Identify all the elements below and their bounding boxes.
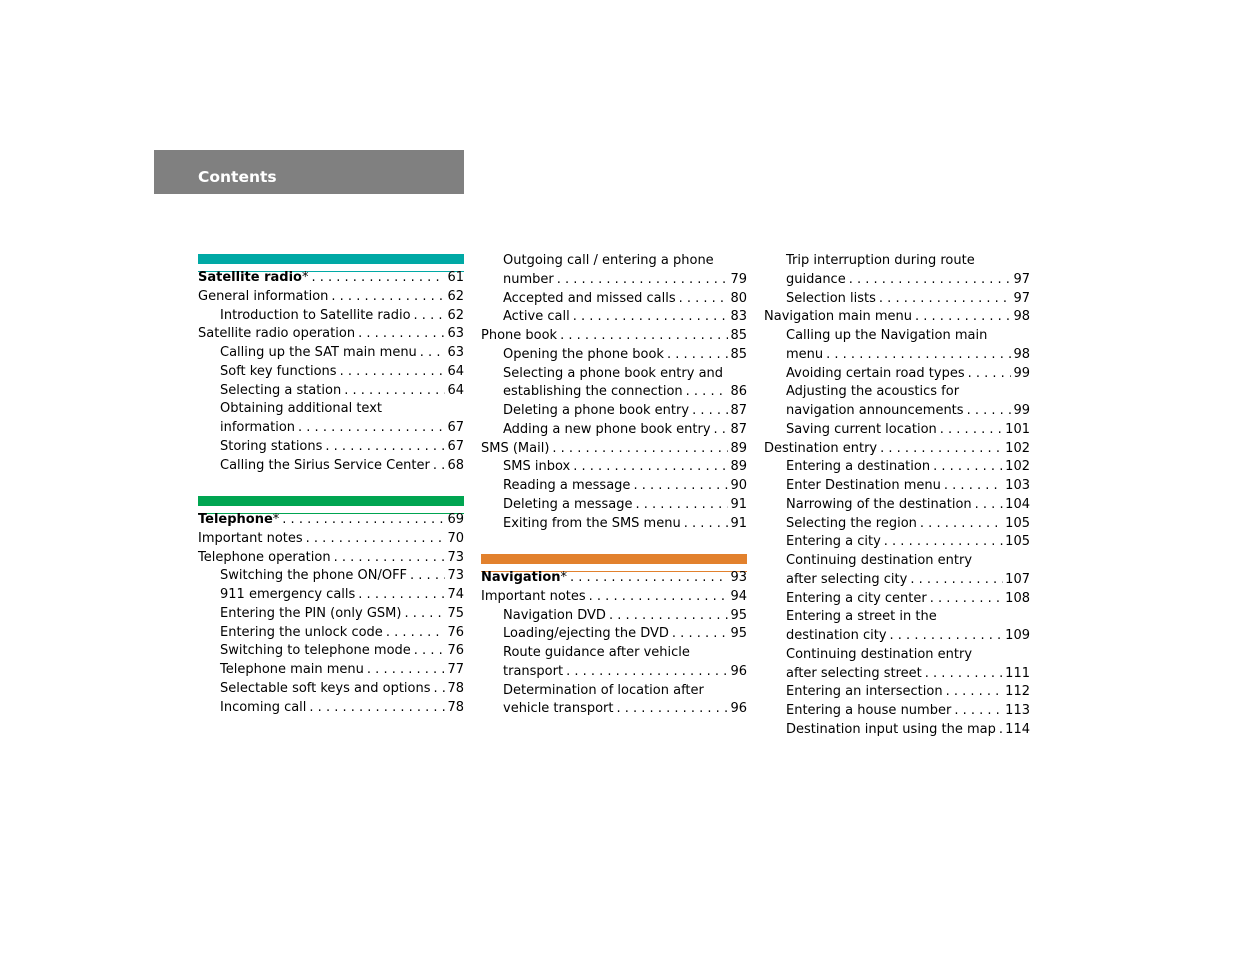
toc-entry-page: 85 <box>730 328 747 343</box>
toc-entry-title: Soft key functions <box>220 363 337 379</box>
dot-leader <box>401 604 445 623</box>
dot-leader <box>632 495 728 514</box>
toc-entry-title: Selecting the region <box>786 515 917 531</box>
toc-entry-title: Continuing destination entry <box>786 646 973 662</box>
toc-entry[interactable] <box>198 418 464 437</box>
dot-leader <box>951 701 1003 720</box>
toc-entry[interactable] <box>198 548 464 567</box>
toc-entry-page: 112 <box>1005 684 1030 700</box>
toc-entry-title: Accepted and missed calls <box>503 290 676 306</box>
toc-entry-page: 103 <box>1005 478 1030 493</box>
toc-entry-page: 83 <box>730 309 747 325</box>
toc-entry-page: 76 <box>447 624 464 640</box>
toc-entry-title: navigation announcements <box>786 403 964 418</box>
toc-entry-page: 111 <box>1005 665 1030 681</box>
toc-entry[interactable] <box>198 585 464 604</box>
toc-entry-page: 102 <box>1005 440 1030 456</box>
toc-entry-title: Determination of location after <box>503 682 704 698</box>
toc-entry[interactable] <box>198 287 464 306</box>
dot-leader <box>570 457 728 476</box>
toc-entry-title: Entering an intersection <box>786 684 943 700</box>
dot-leader <box>570 307 729 326</box>
toc-entry[interactable] <box>481 326 747 345</box>
toc-entry-title: Active call <box>503 309 570 325</box>
toc-entry[interactable] <box>764 626 1030 645</box>
toc-entry-page: 64 <box>447 382 464 398</box>
toc-entry-page: 90 <box>730 478 747 493</box>
toc-entry[interactable] <box>764 251 1030 270</box>
toc-entry-title: Destination entry <box>764 440 878 456</box>
toc-entry-page: 89 <box>730 459 747 475</box>
toc-entry-title: Telephone main menu <box>220 662 364 677</box>
toc-entry-page: 78 <box>447 699 464 715</box>
toc-entry-title: Navigation main menu <box>764 309 913 325</box>
toc-entry-title: transport <box>503 663 564 679</box>
dot-leader <box>328 287 445 306</box>
toc-entry[interactable] <box>198 529 464 548</box>
toc-entry-page: 64 <box>447 363 464 379</box>
telephone-section-bar <box>198 496 464 506</box>
toc-entry-title: Obtaining additional text <box>220 401 382 417</box>
navigation-section-bar <box>481 554 747 564</box>
toc-entry[interactable] <box>481 699 747 718</box>
dot-leader <box>364 660 446 679</box>
toc-entry[interactable] <box>764 720 1030 739</box>
toc-entry-title: information <box>220 420 296 435</box>
toc-entry-title: General information <box>198 288 329 304</box>
dot-leader <box>975 251 1030 270</box>
toc-entry[interactable] <box>198 604 464 623</box>
dot-leader <box>887 626 1004 645</box>
dot-leader <box>943 682 1004 701</box>
dot-leader <box>341 381 445 400</box>
toc-entry-page: 96 <box>730 701 747 717</box>
toc-entry[interactable] <box>764 495 1030 514</box>
dot-leader <box>917 514 1003 533</box>
toc-entry-title: Enter Destination menu <box>786 478 941 493</box>
toc-entry[interactable] <box>764 289 1030 308</box>
toc-entry[interactable] <box>764 645 1030 664</box>
toc-entry-page: 67 <box>447 438 464 454</box>
toc-entry-title: Navigation <box>481 570 561 585</box>
toc-entry[interactable] <box>198 362 464 381</box>
toc-entry-page: 91 <box>730 496 747 512</box>
dot-leader <box>567 568 728 587</box>
toc-entry-page: 73 <box>447 549 464 565</box>
toc-entry-title: Selectable soft keys and options <box>220 680 431 696</box>
toc-entry[interactable] <box>198 456 464 475</box>
toc-entry-title: Entering a street in the <box>786 609 937 625</box>
toc-entry-page: 79 <box>730 271 747 287</box>
toc-entry-title: Entering a city <box>786 534 881 550</box>
dot-leader <box>322 437 445 456</box>
dot-leader <box>308 268 445 287</box>
toc-entry[interactable] <box>198 381 464 400</box>
satellite-section-bar <box>198 254 464 264</box>
page-title: Contents <box>198 168 277 186</box>
dot-leader <box>689 401 728 420</box>
dot-leader <box>922 664 1003 683</box>
toc-entry-page: 86 <box>730 384 747 400</box>
toc-entry-title: Introduction to Satellite radio <box>220 307 411 323</box>
dot-leader <box>877 439 1003 458</box>
toc-entry-title: SMS inbox <box>503 459 571 475</box>
dot-leader <box>337 362 446 381</box>
toc-entry-title: Telephone operation <box>198 549 331 565</box>
toc-entry-title: Satellite radio <box>198 270 302 285</box>
toc-entry[interactable] <box>198 437 464 456</box>
toc-entry-title: Navigation DVD <box>503 607 606 623</box>
toc-entry-page: 68 <box>447 457 464 473</box>
toc-entry-title: Opening the phone book <box>503 346 664 362</box>
toc-entry[interactable] <box>764 607 1030 626</box>
toc-entry[interactable] <box>198 399 464 418</box>
dot-leader <box>606 606 729 625</box>
toc-entry-page: 95 <box>730 626 747 642</box>
toc-entry[interactable] <box>764 382 1030 401</box>
toc-entry-title: Adding a new phone book entry <box>503 421 711 437</box>
toc-entry[interactable] <box>764 270 1030 289</box>
toc-entry-title: Phone book <box>481 328 558 343</box>
toc-entry-title: Avoiding certain road types <box>786 365 965 381</box>
toc-entry[interactable] <box>764 570 1030 589</box>
toc-entry-page: 99 <box>1013 365 1030 381</box>
toc-entry-title: Narrowing of the destination <box>786 496 972 512</box>
toc-entry-title: Selecting a station <box>220 382 342 398</box>
toc-entry-page: 99 <box>1013 403 1030 418</box>
toc-entry[interactable] <box>764 532 1030 551</box>
toc-entry-title: Saving current location <box>786 421 937 437</box>
dot-leader <box>876 289 1012 308</box>
dot-leader <box>907 570 1003 589</box>
toc-entry-page: 61 <box>447 270 464 285</box>
dot-leader <box>965 364 1012 383</box>
toc-entry[interactable] <box>198 510 464 529</box>
toc-entry[interactable] <box>198 679 464 698</box>
toc-entry-page: 87 <box>730 421 747 437</box>
toc-entry[interactable] <box>481 364 747 383</box>
dot-leader <box>927 589 1003 608</box>
toc-entry[interactable] <box>481 643 747 662</box>
toc-entry-page: 97 <box>1013 290 1030 306</box>
toc-entry-page: 102 <box>1005 459 1030 475</box>
optional-equipment-asterisk: * <box>301 270 309 285</box>
dot-leader <box>941 476 1003 495</box>
toc-entry-page: 101 <box>1005 421 1030 437</box>
toc-entry-title: Calling up the Navigation main <box>786 328 988 343</box>
toc-entry-title: Outgoing call / entering a phone <box>503 253 714 268</box>
toc-entry-title: Incoming call <box>220 699 307 715</box>
toc-entry-title: after selecting city <box>786 571 908 587</box>
toc-entry-page: 67 <box>447 420 464 435</box>
toc-entry-title: Entering the PIN (only GSM) <box>220 605 402 621</box>
toc-entry[interactable] <box>764 514 1030 533</box>
dot-leader <box>846 270 1012 289</box>
toc-entry-title: Telephone <box>198 512 273 527</box>
toc-entry-page: 91 <box>730 515 747 531</box>
toc-entry[interactable] <box>764 476 1030 495</box>
toc-entry-page: 105 <box>1005 515 1030 531</box>
toc-entry-title: guidance <box>786 271 846 287</box>
toc-entry-page: 107 <box>1005 571 1030 587</box>
toc-entry-title: Reading a message <box>503 478 631 493</box>
dot-leader <box>431 679 446 698</box>
dot-leader <box>664 345 729 364</box>
dot-leader <box>295 418 445 437</box>
dot-leader <box>355 585 445 604</box>
toc-entry[interactable] <box>481 401 747 420</box>
dot-leader <box>430 456 446 475</box>
toc-entry[interactable] <box>764 682 1030 701</box>
toc-entry-title: after selecting street <box>786 665 922 681</box>
toc-entry-page: 74 <box>447 587 464 602</box>
toc-entry-page: 62 <box>447 307 464 323</box>
dot-leader <box>683 382 729 401</box>
toc-entry[interactable] <box>198 641 464 660</box>
dot-leader <box>676 289 729 308</box>
dot-leader <box>714 251 747 270</box>
toc-entry-page: 93 <box>730 570 747 585</box>
dot-leader <box>331 548 446 567</box>
toc-entry-page: 96 <box>730 663 747 679</box>
toc-entry[interactable] <box>764 345 1030 364</box>
dot-leader <box>669 624 729 643</box>
toc-entry-title: Entering the unlock code <box>220 624 383 640</box>
toc-entry-page: 62 <box>447 288 464 304</box>
optional-equipment-asterisk: * <box>272 512 280 527</box>
toc-entry[interactable] <box>481 270 747 289</box>
toc-entry[interactable] <box>764 307 1030 326</box>
dot-leader <box>279 510 445 529</box>
toc-entry[interactable] <box>764 664 1030 683</box>
dot-leader <box>382 399 464 418</box>
dot-leader <box>972 551 1030 570</box>
dot-leader <box>614 699 729 718</box>
toc-entry-page: 78 <box>447 680 464 696</box>
toc-entry[interactable] <box>481 606 747 625</box>
dot-leader <box>964 401 1012 420</box>
toc-entry-page: 113 <box>1005 703 1030 718</box>
toc-entry-title: Entering a house number <box>786 703 952 718</box>
toc-entry-title: vehicle transport <box>503 701 614 717</box>
toc-entry-page: 105 <box>1005 534 1030 550</box>
toc-entry-page: 73 <box>447 568 464 584</box>
toc-entry[interactable] <box>481 495 747 514</box>
toc-entry-title: Entering a city center <box>786 590 927 606</box>
dot-leader <box>557 326 728 345</box>
toc-entry-title: Deleting a phone book entry <box>503 403 690 418</box>
toc-entry-title: Loading/ejecting the DVD <box>503 626 669 642</box>
toc-entry[interactable] <box>481 345 747 364</box>
toc-entry-title: Adjusting the acoustics for <box>786 384 960 400</box>
toc-entry-page: 85 <box>730 346 747 362</box>
dot-leader <box>930 457 1003 476</box>
toc-entry[interactable] <box>198 566 464 585</box>
toc-entry[interactable] <box>764 364 1030 383</box>
dot-leader <box>711 420 729 439</box>
toc-entry-page: 63 <box>447 326 464 342</box>
toc-entry-page: 98 <box>1013 309 1030 325</box>
dot-leader <box>630 476 728 495</box>
dot-leader <box>306 698 445 717</box>
dot-leader <box>912 307 1011 326</box>
dot-leader <box>823 345 1011 364</box>
toc-entry[interactable] <box>764 551 1030 570</box>
toc-entry-title: Trip interruption during route <box>786 253 975 268</box>
toc-entry-page: 104 <box>1005 496 1030 512</box>
toc-entry[interactable] <box>198 343 464 362</box>
dot-leader <box>937 607 1030 626</box>
toc-entry-page: 70 <box>447 530 464 546</box>
toc-entry-title: Important notes <box>198 530 303 546</box>
toc-entry-page: 87 <box>730 403 747 418</box>
toc-entry[interactable] <box>481 624 747 643</box>
toc-entry-page: 97 <box>1013 271 1030 287</box>
dot-leader <box>972 495 1004 514</box>
toc-entry[interactable] <box>481 587 747 606</box>
toc-entry[interactable] <box>481 514 747 533</box>
toc-entry[interactable] <box>198 324 464 343</box>
toc-entry[interactable] <box>764 701 1030 720</box>
toc-entry-title: Entering a destination <box>786 459 931 475</box>
toc-entry[interactable] <box>198 306 464 325</box>
toc-entry-page: 114 <box>1005 721 1030 737</box>
optional-equipment-asterisk: * <box>560 570 568 585</box>
toc-entry-page: 75 <box>447 605 464 621</box>
toc-entry-page: 63 <box>447 345 464 360</box>
toc-entry[interactable] <box>481 662 747 681</box>
toc-entry-title: Continuing destination entry <box>786 553 973 568</box>
toc-entry-title: 911 emergency calls <box>220 587 356 602</box>
toc-entry-title: Storing stations <box>220 438 323 454</box>
toc-entry-title: Deleting a message <box>503 496 633 512</box>
toc-entry-page: 69 <box>447 512 464 527</box>
dot-leader <box>959 382 1030 401</box>
toc-entry-title: establishing the connection <box>503 384 683 400</box>
dot-leader <box>554 270 729 289</box>
toc-entry[interactable] <box>764 457 1030 476</box>
dot-leader <box>586 587 729 606</box>
toc-entry[interactable] <box>481 568 747 587</box>
toc-entry-title: Calling up the SAT main menu <box>220 345 417 360</box>
toc-entry-page: 109 <box>1005 628 1030 643</box>
dot-leader <box>723 364 747 383</box>
toc-entry[interactable] <box>764 439 1030 458</box>
dot-leader <box>303 529 446 548</box>
toc-entry-title: Calling the Sirius Service Center <box>220 457 430 473</box>
toc-entry[interactable] <box>481 457 747 476</box>
toc-entry-title: Selection lists <box>786 290 876 306</box>
toc-entry-title: Route guidance after vehicle <box>503 645 690 660</box>
dot-leader <box>972 645 1030 664</box>
toc-entry[interactable] <box>198 698 464 717</box>
toc-entry-page: 94 <box>730 588 747 604</box>
dot-leader <box>355 324 445 343</box>
toc-entry[interactable] <box>481 307 747 326</box>
toc-entry-title: Switching the phone ON/OFF <box>220 568 408 584</box>
toc-entry-title: number <box>503 271 554 287</box>
dot-leader <box>996 720 1003 739</box>
dot-leader <box>881 532 1003 551</box>
toc-entry-page: 108 <box>1005 590 1030 606</box>
contents-header <box>154 150 464 194</box>
dot-leader <box>411 641 446 660</box>
dot-leader <box>690 643 747 662</box>
dot-leader <box>987 326 1030 345</box>
toc-entry-page: 76 <box>447 643 464 659</box>
toc-entry-title: Selecting a phone book entry and <box>503 365 724 381</box>
toc-entry[interactable] <box>481 476 747 495</box>
dot-leader <box>937 420 1003 439</box>
toc-entry[interactable] <box>481 439 747 458</box>
toc-entry-title: SMS (Mail) <box>481 440 550 456</box>
dot-leader <box>704 681 747 700</box>
toc-entry[interactable] <box>481 289 747 308</box>
toc-entry[interactable] <box>481 251 747 270</box>
dot-leader <box>417 343 446 362</box>
toc-entry[interactable] <box>764 326 1030 345</box>
toc-entry[interactable] <box>764 420 1030 439</box>
toc-entry[interactable] <box>481 382 747 401</box>
toc-entry-title: Switching to telephone mode <box>220 643 411 659</box>
toc-entry-page: 95 <box>730 607 747 623</box>
toc-entry-page: 89 <box>730 440 747 456</box>
toc-entry[interactable] <box>764 589 1030 608</box>
toc-entry-title: destination city <box>786 628 887 643</box>
toc-entry-title: Important notes <box>481 588 586 604</box>
toc-entry-page: 80 <box>730 290 747 306</box>
toc-entry-title: Exiting from the SMS menu <box>503 515 681 531</box>
toc-entry[interactable] <box>481 420 747 439</box>
toc-entry[interactable] <box>481 681 747 700</box>
toc-entry-page: 77 <box>447 662 464 677</box>
toc-entry[interactable] <box>198 623 464 642</box>
dot-leader <box>549 439 728 458</box>
toc-entry-title: Destination input using the map <box>786 721 996 737</box>
dot-leader <box>681 514 729 533</box>
toc-entry[interactable] <box>198 660 464 679</box>
dot-leader <box>563 662 728 681</box>
toc-entry[interactable] <box>198 268 464 287</box>
toc-entry-page: 98 <box>1013 346 1030 362</box>
toc-entry[interactable] <box>764 401 1030 420</box>
toc-entry-title: Satellite radio operation <box>198 326 356 342</box>
dot-leader <box>383 623 446 642</box>
dot-leader <box>411 306 446 325</box>
dot-leader <box>407 566 445 585</box>
toc-entry-title: menu <box>786 346 824 362</box>
